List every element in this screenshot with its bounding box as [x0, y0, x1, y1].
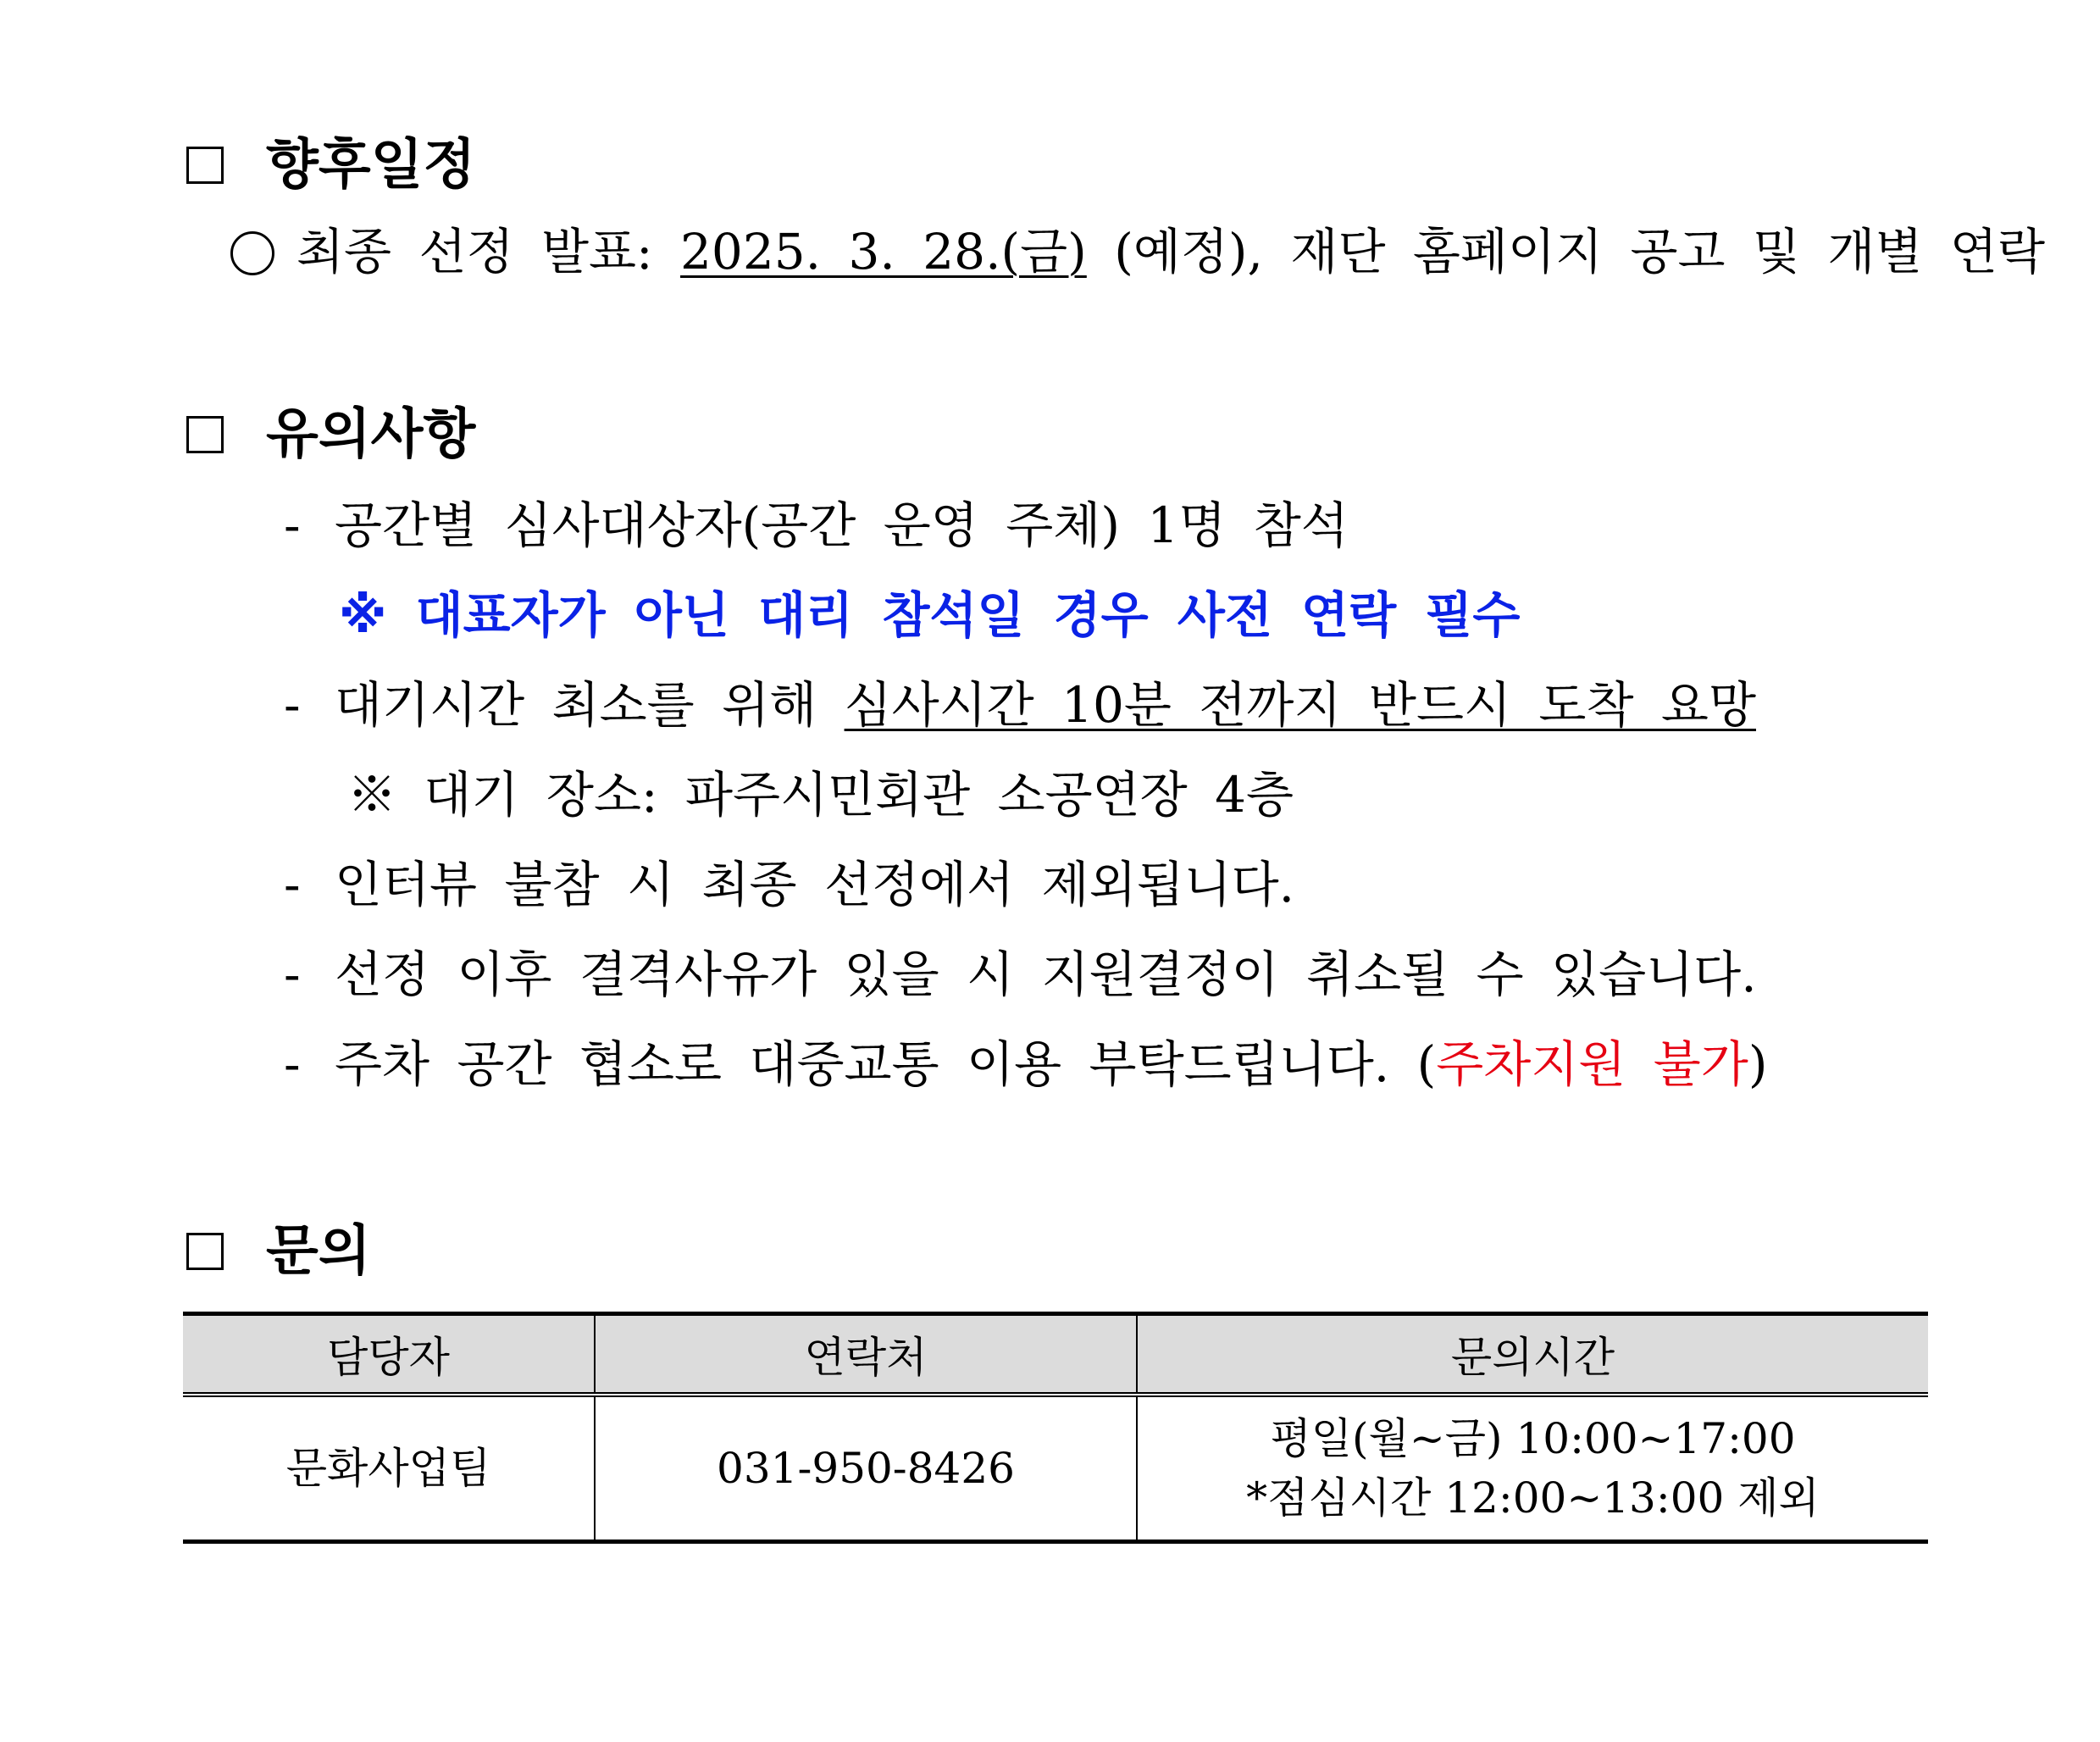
note-item [284, 491, 1349, 559]
note-item [284, 671, 1756, 739]
cell-team: 문화사업팀 [183, 1395, 595, 1542]
schedule-item [230, 218, 2045, 286]
note-proxy-warning: ※ 대표자가 아닌 대리 참석일 경우 사전 연락 필수 [339, 586, 1521, 644]
header-manager: 담당자 [183, 1314, 595, 1395]
section-schedule-heading [186, 127, 475, 203]
note-text: 대기시간 최소를 위해 [335, 676, 817, 734]
cell-hours [1137, 1395, 1928, 1542]
schedule-label: 최종 선정 발표: [296, 223, 653, 280]
circle-bullet-icon [230, 231, 274, 275]
note-text-close: ) [1748, 1035, 1768, 1093]
announcement-date: 2025. 3. 28.(금) [680, 223, 1087, 280]
arrival-requirement: 심사시간 10분 전까지 반드시 도착 요망 [844, 676, 1756, 734]
schedule-rest: (예정), 재단 홈페이지 공고 및 개별 연락 [1114, 223, 2045, 280]
section-notes-heading [186, 397, 475, 473]
waiting-location: ※ 대기 장소: 파주시민회관 소공연장 4층 [347, 766, 1294, 824]
section-title: 향후일정 [266, 134, 476, 197]
checkbox-square-icon [186, 416, 224, 453]
contact-table [183, 1312, 1928, 1544]
table-row [183, 1395, 1928, 1542]
section-contact-heading [186, 1213, 371, 1290]
table-header-row [183, 1314, 1928, 1395]
dash-bullet: - [284, 1035, 301, 1093]
header-phone: 연락처 [595, 1314, 1137, 1395]
dash-bullet: - [284, 856, 301, 913]
checkbox-square-icon [186, 147, 224, 184]
dash-bullet: - [284, 497, 301, 554]
note-text: 선정 이후 결격사유가 있을 시 지원결정이 취소될 수 있습니다. [335, 946, 1757, 1003]
hours-weekday: 평일(월~금) 10:00~17:00 [1270, 1414, 1796, 1463]
note-text: 인터뷰 불참 시 최종 선정에서 제외됩니다. [335, 856, 1295, 913]
parking-notice: 주차지원 불가 [1436, 1035, 1748, 1093]
dash-bullet: - [284, 946, 301, 1003]
note-text: 공간별 심사대상자(공간 운영 주체) 1명 참석 [335, 497, 1349, 554]
note-item [284, 851, 1294, 918]
header-hours: 문의시간 [1137, 1314, 1928, 1395]
note-text: 주차 공간 협소로 대중교통 이용 부탁드립니다. ( [335, 1035, 1437, 1093]
dash-bullet: - [284, 676, 301, 734]
hours-lunch-exclusion: *점심시간 12:00~13:00 제외 [1246, 1473, 1820, 1523]
checkbox-square-icon [186, 1233, 224, 1270]
section-title: 문의 [266, 1220, 371, 1283]
cell-phone: 031-950-8426 [595, 1395, 1137, 1542]
note-item [284, 1030, 1767, 1098]
section-title: 유의사항 [266, 403, 476, 466]
note-item [284, 940, 1757, 1008]
